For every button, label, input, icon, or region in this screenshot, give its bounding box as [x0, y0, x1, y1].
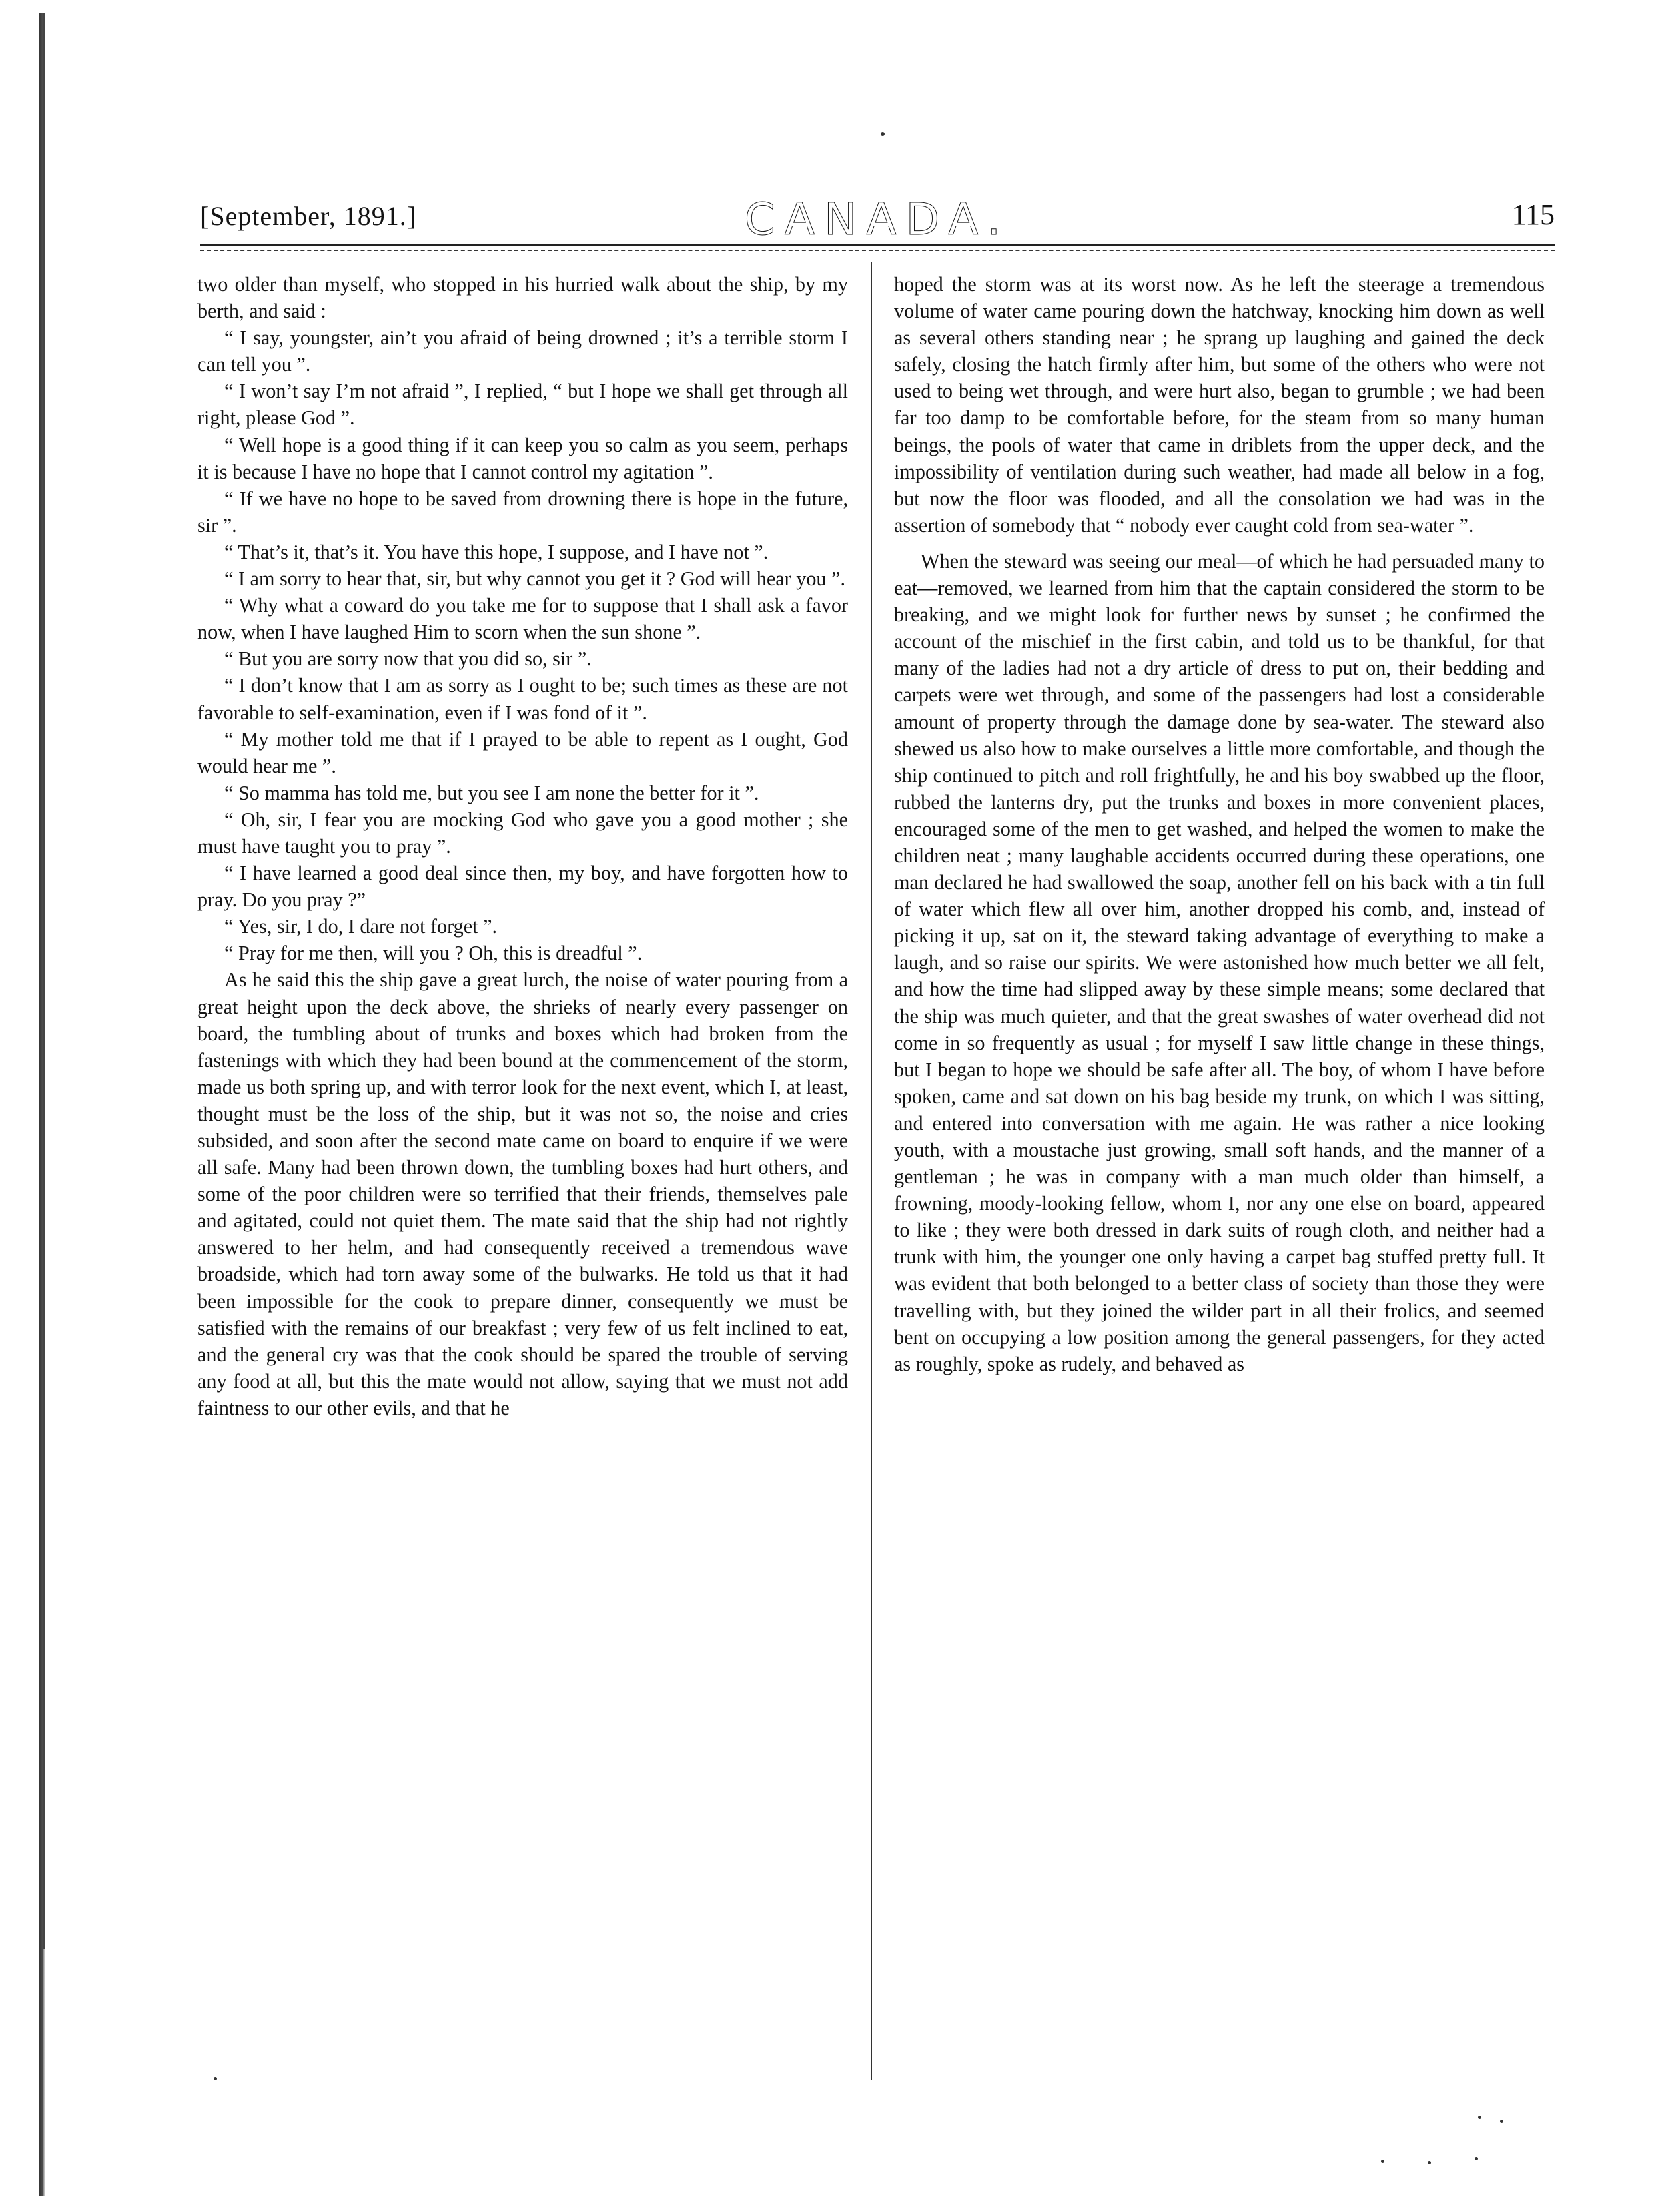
paragraph: “ I am sorry to hear that, sir, but why cannot you get it ? God will hear you ”. — [224, 567, 846, 591]
print-speck — [214, 2077, 217, 2080]
paragraph: “ I say, youngster, ain’t you afraid of being drowned ; it’s a terrible storm I can tell you ”. — [197, 326, 848, 376]
paragraph: hoped the storm was at its worst now. As he left the steerage a tremendous volume of water came pouring down the hatchway, knocking him down as well as several others standing near ; he sprang up laughing and gained the deck safely, closing the hatch firmly after him, but some of the others who were not used to being wet through, and were hurt also, began to grumble ; we had been far too damp to be comfortable before, for the steam from so many human beings, the pools of water that came in driblets from the upper deck, and the impossibility of ventilation during such weather, had made all below in a fog, but now the floor was flooded, and all the consolation we had was in the assertion of somebody that “ nobody ever caught cold from sea-water ”. — [894, 273, 1545, 537]
print-speck — [1478, 2116, 1481, 2119]
paragraph: “ I don’t know that I am as sorry as I ought to be; such times as these are not favorable to self-examination, even if I was fond of it ”. — [197, 674, 848, 724]
paragraph: When the steward was seeing our meal—of which he had persuaded many to eat—removed, we learned from him that the captain considered the storm to be breaking, and we might look for further news by sunset ; he confirmed the account of the mischief in the first cabin, and told us to be thankful, for that many of the ladies had not a dry article of dress to put on, their bedding and carpets were wet through, and some of the passengers had lost a considerable amount of property through the damage done by sea-water. The steward also shewed us also how to make ourselves a little more comfortable, and though the ship continued to pitch and roll frightfully, he and his boy swabbed up the floor, rubbed the lanterns dry, put the trunks and boxes in more convenient places, encouraged some of the men to get washed, and helped the women to make the children neat ; many laughable accidents occurred during these operations, one man declared he had swallowed the soap, another fell on his back with a tin full of water which flew all over him, another dropped his comb, and, instead of picking it up, sat on it, the steward taking advantage of everything to make a laugh, and so raise our spirits. We were astonished how much better we all felt, and how the time had slipped away by these simple means; some declared that the ship was much quieter, and that the great swashes of water overhead did not come in so frequently as usual ; for myself I saw little change in these things, but I began to hope we should be safe after all. The boy, of whom I have before spoken, came and sat down on his bag beside my trunk, on which I was sitting, and entered into conversation with me again. He was rather a nice looking youth, with a moustache just growing, small soft hands, and the manner of a gentleman ; he was in company with a man much older than himself, a frowning, moody-looking fellow, whom I, nor any one else on board, appeared to like ; they were both dressed in dark suits of rough cloth, and neither had a trunk with him, the younger one only having a carpet bag stuffed pretty full. It was evident that both belonged to a better class of society than those they were travelling with, but they joined the wilder part in all their frolics, and seemed bent on occupying a low position among the general passengers, for they acted as roughly, spoke as rudely, and behaved as — [894, 549, 1545, 1375]
paragraph: As he said this the ship gave a great lurch, the noise of water pouring from a great height upon the deck above, the shrieks of nearly every passenger on board, the tumbling about of trunks and boxes which had broken from the fastenings with which they had been bound at the commencement of the storm, made us both spring up, and with terror look for the next event, which I, at least, thought must be the loss of the ship, but it was not so, the noise and cries subsided, and soon after the second mate came on board to enquire if we were all safe. Many had been thrown down, the tumbling boxes had hurt others, and some of the poor children were so terrified that their friends, themselves pale and agitated, could not quiet them. The mate said that the ship had not rightly answered to her helm, and had consequently received a tremendous wave broadside, which had torn away some of the bulwarks. He told us that it had been impossible for the cook to prepare dinner, consequently we must be satisfied with the remains of our breakfast ; very few of us felt inclined to eat, and the general cry was that the cook should be spared the trouble of serving any food at all, but this the mate would not allow, saying that we must not add faintness to our other evils, and that he — [197, 968, 848, 1420]
paragraph: “ Yes, sir, I do, I dare not forget ”. — [224, 915, 498, 938]
paragraph: “ Pray for me then, will you ? Oh, this is dreadful ”. — [224, 942, 643, 965]
left-column — [197, 271, 848, 1422]
header-rule — [200, 244, 1555, 246]
header-rule-dashed — [200, 250, 1555, 251]
paragraph: “ My mother told me that if I prayed to be able to repent as I ought, God would hear me ”. — [197, 727, 848, 777]
print-speck — [1475, 2157, 1478, 2160]
paragraph: “ I have learned a good deal since then, my boy, and have forgotten how to pray. Do you pray ?” — [197, 862, 848, 912]
paragraph: two older than myself, who stopped in his hurried walk about the ship, by my berth, and said : — [197, 273, 848, 323]
print-speck — [881, 132, 885, 136]
column-divider — [871, 262, 872, 2080]
masthead-title: CANADA. — [744, 194, 1011, 245]
print-speck — [1500, 2120, 1503, 2123]
paragraph: “ Well hope is a good thing if it can keep you so calm as you seem, perhaps it is because I have no hope that I cannot control my agitation ”. — [197, 433, 848, 483]
print-speck — [1381, 2160, 1384, 2163]
paragraph: “ That’s it, that’s it. You have this hope, I suppose, and I have not ”. — [224, 540, 769, 563]
print-speck — [1428, 2161, 1431, 2164]
paragraph: “ So mamma has told me, but you see I am none the better for it ”. — [224, 781, 759, 804]
right-column — [894, 271, 1545, 1377]
paragraph: “ Oh, sir, I fear you are mocking God who gave you a good mother ; she must have taught you to pray ”. — [197, 808, 848, 858]
paragraph: “ But you are sorry now that you did so, sir ”. — [224, 647, 592, 671]
paragraph: “ If we have no hope to be saved from drowning there is hope in the future, sir ”. — [197, 487, 848, 537]
running-head-date: [September, 1891.] — [200, 201, 417, 231]
paragraph: “ I won’t say I’m not afraid ”, I replied, “ but I hope we shall get through all right, please God ”. — [197, 380, 848, 430]
page-number: 115 — [1511, 198, 1555, 231]
page-binding-line — [43, 13, 45, 1949]
page-header — [200, 194, 1555, 247]
paragraph: “ Why what a coward do you take me for to suppose that I shall ask a favor now, when I have laughed Him to scorn when the sun shone ”. — [197, 594, 848, 644]
